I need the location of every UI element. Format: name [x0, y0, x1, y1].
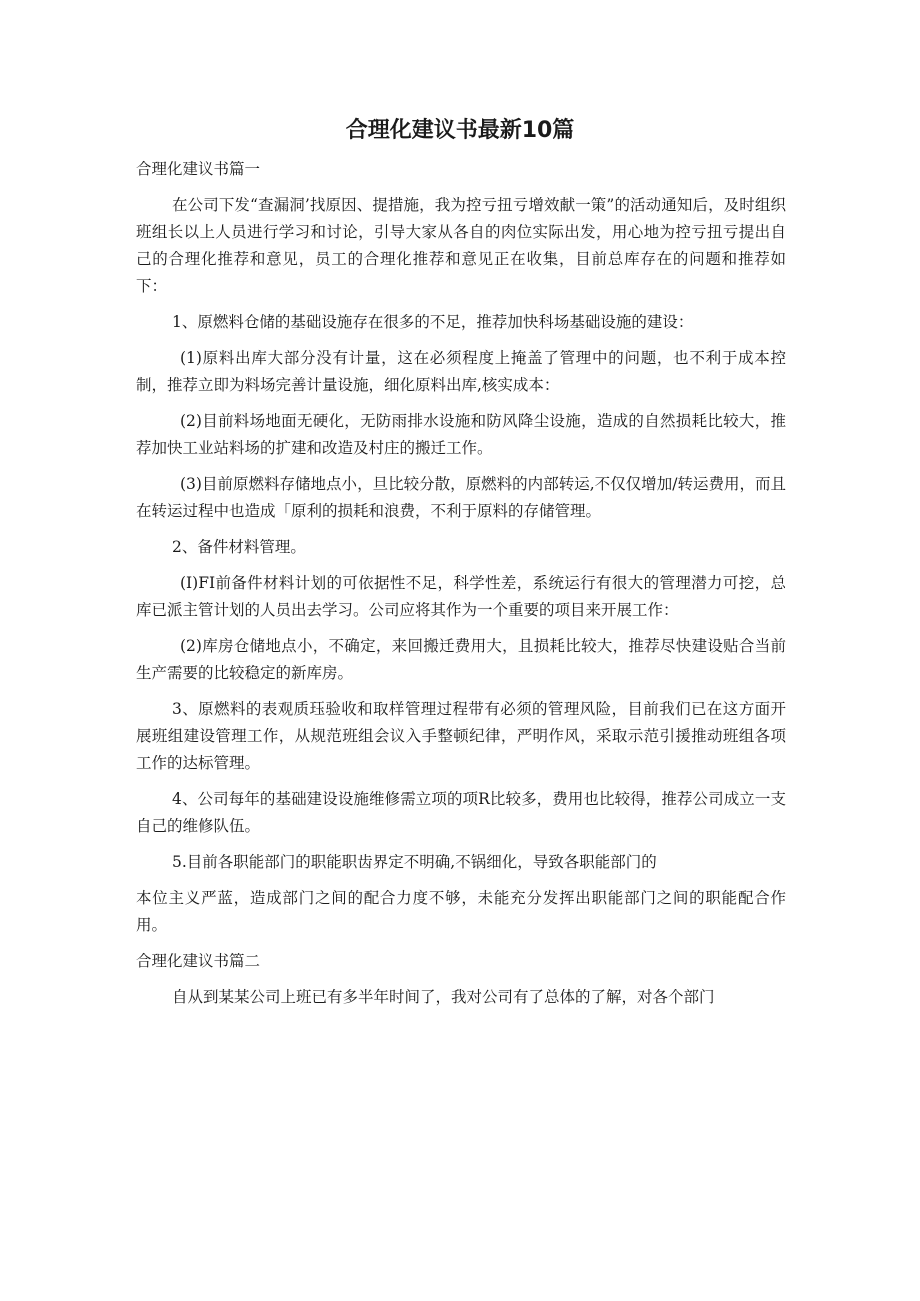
paragraph: 3、原燃料的表观质珏验收和取样管理过程带有必须的管理风险，目前我们已在这方面开展班组建设管理工作，从规范班组会议入手整顿纪律，严明作风，采取示范引援推动班组各项工作的达标管理。: [136, 700, 786, 772]
paragraph: 5.目前各职能部门的职能职齿界定不明确,不锅细化，导致各职能部门的: [172, 853, 657, 871]
paragraph: (1)原料出库大部分没有计量，这在必须程度上掩盖了管理中的问题，也不利于成本控制，推荐立即为料场完善计量设施，细化原料出库,核实成本：: [136, 349, 786, 394]
paragraph: (I)FI前备件材料计划的可依据性不足，科学性差，系统运行有很大的管理潜力可挖，总库已派主管计划的人员出去学习。公司应将其作为一个重要的项目来开展工作：: [136, 574, 786, 619]
paragraph: 本位主义严蓝，造成部门之间的配合力度不够，未能充分发挥出职能部门之间的职能配合作用。: [136, 889, 786, 934]
paragraph: (2)目前料场地面无硬化，无防雨排水设施和防风降尘设施，造成的自然损耗比较大，推荐加快工业站料场的扩建和改造及村庄的搬迁工作。: [136, 412, 786, 457]
paragraph: 4、公司每年的基础建设设施维修需立项的项R比较多，费用也比较得，推荐公司成立一支自己的维修队伍。: [136, 790, 786, 835]
paragraph: 自从到某某公司上班已有多半年时间了，我对公司有了总体的了解，对各个部门: [172, 988, 715, 1006]
paragraph: (3)目前原燃料存储地点小，旦比较分散，原燃料的内部转运,不仅仅增加/转运费用，而且在转运过程中也造成「原利的损耗和浪费，不利于原料的存储管理。: [136, 475, 786, 520]
paragraph: (2)库房仓储地点小，不确定，来回搬迁费用大，且损耗比较大，推荐尽快建设贴合当前生产需要的比较稳定的新库房。: [136, 637, 786, 682]
paragraph: 1、原燃料仓储的基础设施存在很多的不足，推荐加快科场基础设施的建设：: [172, 313, 694, 331]
paragraph: 在公司下发“查漏洞’找原因、提措施，我为控亏扭亏增效献一策”的活动通知后，及时组织班组长以上人员进行学习和讨论，引导大家从各自的肉位实际出发，用心地为控亏扭亏提出自己的合理化推荐和意见，员工的合理化推荐和意见正在收集，目前总库存在的问题和推荐如下：: [136, 196, 786, 295]
section-heading: 合理化建议书篇一: [136, 160, 261, 178]
document-title: 合理化建议书最新10篇: [345, 118, 575, 143]
paragraph: 2、备件材料管理。: [172, 538, 306, 556]
document-body: [136, 156, 786, 1020]
section-heading: 合理化建议书篇二: [136, 952, 261, 970]
